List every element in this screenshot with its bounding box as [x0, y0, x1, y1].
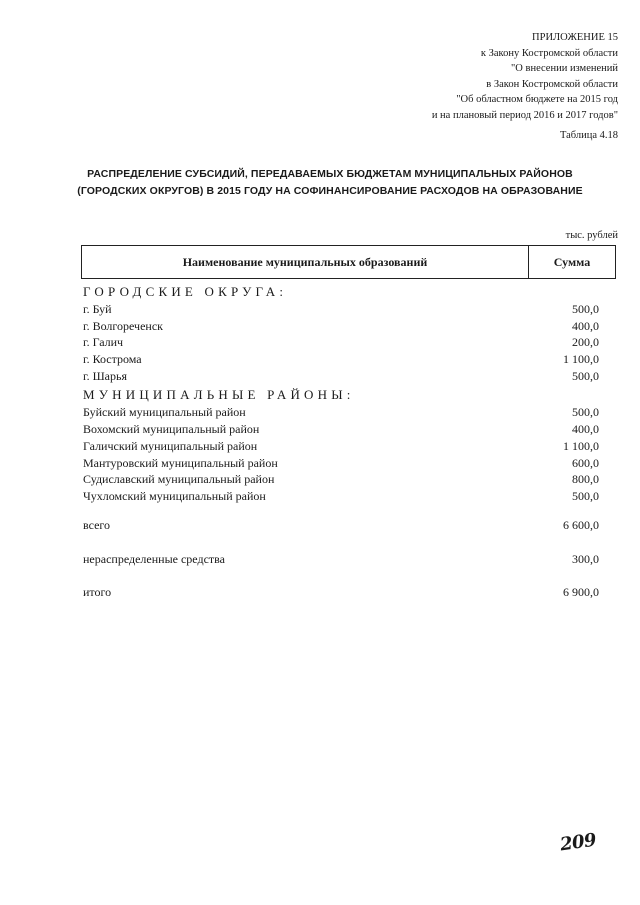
row-value: 400,0 [572, 422, 599, 436]
row-name: Судиславский муниципальный район [83, 472, 275, 486]
table-row [83, 368, 599, 385]
table-row [83, 488, 599, 505]
row-name: итого [83, 585, 112, 599]
section-label-municipal-districts: МУНИЦИПАЛЬНЫЕ РАЙОНЫ: [83, 387, 355, 402]
row-name: г. Волгореченск [83, 319, 163, 333]
title-line-2: (ГОРОДСКИХ ОКРУГОВ) В 2015 ГОДУ НА СОФИНАНСИРОВАНИЕ РАСХОДОВ НА ОБРАЗОВАНИЕ [77, 185, 583, 197]
row-value: 6 900,0 [563, 585, 599, 599]
row-value: 400,0 [572, 319, 599, 333]
appendix-line: "О внесении изменений [511, 63, 618, 74]
table-row [83, 455, 599, 472]
row-name: г. Шарья [83, 369, 127, 383]
row-name: г. Кострома [83, 352, 142, 366]
table-row [83, 301, 599, 318]
row-name: Вохомский муниципальный район [83, 422, 260, 436]
row-name: Мантуровский муниципальный район [83, 456, 278, 470]
table-row [83, 351, 599, 368]
row-value: 500,0 [572, 405, 599, 419]
appendix-line: и на плановый период 2016 и 2017 годов" [431, 109, 618, 121]
row-value: 500,0 [572, 489, 599, 503]
row-value: 6 600,0 [563, 518, 599, 532]
row-value: 500,0 [572, 369, 599, 383]
table-row [83, 471, 599, 488]
row-value: 500,0 [572, 302, 599, 316]
row-name: нераспределенные средства [83, 552, 225, 566]
appendix-line: к Закону Костромской области [480, 47, 618, 59]
handwritten-page-number: 209 [558, 829, 598, 856]
appendix-line: "Об областном бюджете на 2015 год [456, 94, 618, 105]
table-row [83, 334, 599, 351]
grand-total-row [83, 584, 599, 601]
table-row [83, 438, 599, 455]
row-name: Галичский муниципальный район [83, 439, 258, 453]
row-name: г. Буй [83, 302, 112, 316]
row-name: всего [83, 518, 111, 532]
table-row [83, 404, 599, 421]
table-header [81, 245, 616, 279]
unallocated-row [83, 551, 599, 568]
row-name: Буйский муниципальный район [83, 405, 246, 419]
row-value: 600,0 [572, 456, 599, 470]
table-row [83, 421, 599, 438]
total-row [83, 517, 599, 534]
row-value: 1 100,0 [563, 352, 599, 366]
header-name-column: Наименование муниципальных образований [82, 246, 529, 278]
table-reference: Таблица 4.18 [559, 130, 618, 141]
row-name: Чухломский муниципальный район [83, 489, 266, 503]
row-value: 1 100,0 [563, 439, 599, 453]
title-line-1: РАСПРЕДЕЛЕНИЕ СУБСИДИЙ, ПЕРЕДАВАЕМЫХ БЮДЖЕТАМ МУНИЦИПАЛЬНЫХ РАЙОНОВ [87, 168, 573, 180]
appendix-line: в Закон Костромской области [486, 78, 618, 90]
table-row [83, 318, 599, 335]
row-name: г. Галич [83, 335, 124, 349]
document-title [50, 166, 610, 200]
row-value: 800,0 [572, 472, 599, 486]
section-label-city-districts: ГОРОДСКИЕ ОКРУГА: [83, 284, 288, 299]
row-value: 300,0 [572, 552, 599, 566]
units-label: тыс. рублей [565, 230, 618, 241]
appendix-header [432, 30, 618, 123]
appendix-line: ПРИЛОЖЕНИЕ 15 [532, 32, 618, 43]
row-value: 200,0 [572, 335, 599, 349]
header-sum-column: Сумма [553, 254, 591, 269]
